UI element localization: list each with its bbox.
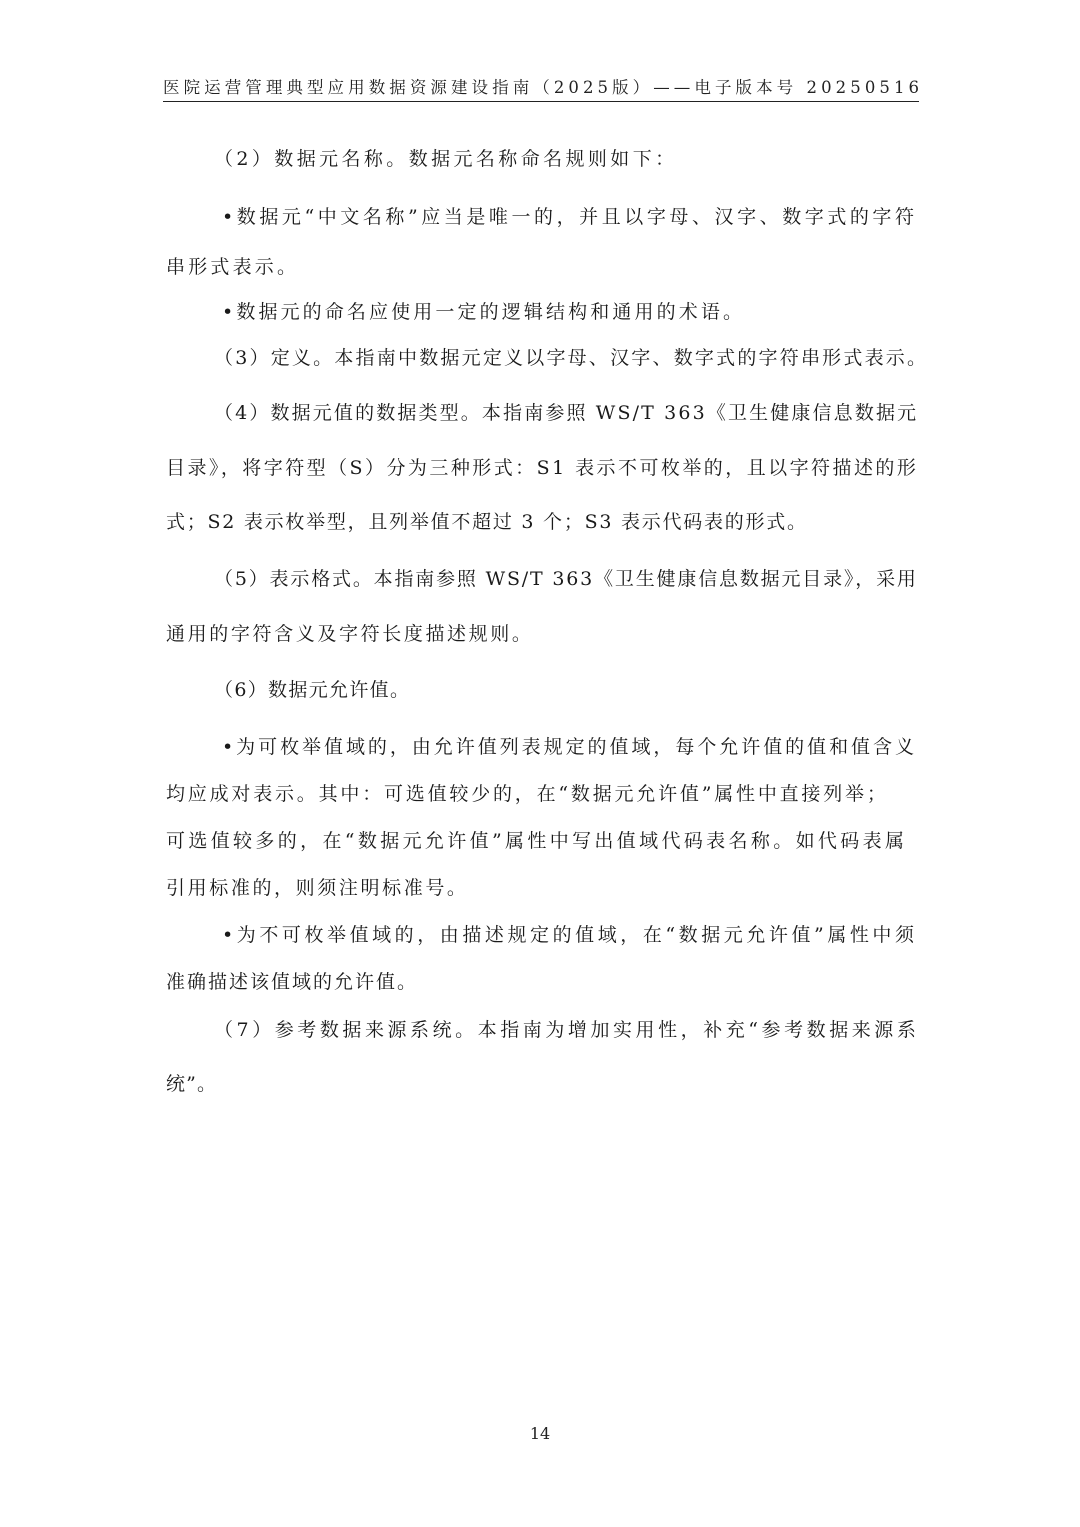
text-line: •为可枚举值域的，由允许值列表规定的值域，每个允许值的值和值含义 (222, 736, 917, 758)
text-line: 均应成对表示。其中：可选值较少的，在“数据元允许值”属性中直接列举； (166, 783, 889, 805)
text-line: •数据元的命名应使用一定的逻辑结构和通用的术语。 (222, 301, 746, 323)
text-line: 引用标准的，则须注明标准号。 (166, 877, 469, 899)
text-line: 统”。 (166, 1073, 218, 1095)
text-line: 串形式表示。 (166, 256, 300, 278)
text-line: 可选值较多的，在“数据元允许值”属性中写出值域代码表名称。如代码表属 (166, 830, 908, 852)
text-line: •数据元“中文名称”应当是唯一的，并且以字母、汉字、数字式的字符 (222, 206, 918, 228)
text-line: 通用的字符含义及字符长度描述规则。 (166, 623, 534, 645)
text-line: （7）参考数据来源系统。本指南为增加实用性，补充“参考数据来源系 (214, 1019, 920, 1041)
text-line: 准确描述该值域的允许值。 (166, 971, 419, 993)
text-line: 目录》，将字符型（S）分为三种形式：S1 表示不可枚举的，且以字符描述的形 (166, 457, 919, 479)
text-line: （5）表示格式。本指南参照 WS/T 363《卫生健康信息数据元目录》，采用 (214, 568, 918, 590)
text-line: 式；S2 表示枚举型，且列举值不超过 3 个；S3 表示代码表的形式。 (166, 511, 808, 533)
page-number: 14 (529, 1424, 551, 1443)
header-title: 医院运营管理典型应用数据资源建设指南（2025版）——电子版本号 20250516 (163, 78, 924, 97)
text-line: （6）数据元允许值。 (214, 679, 411, 701)
text-line: •为不可枚举值域的，由描述规定的值域，在“数据元允许值”属性中须 (222, 924, 918, 946)
text-line: （2）数据元名称。数据元名称命名规则如下： (214, 148, 678, 170)
text-line: （3）定义。本指南中数据元定义以字母、汉字、数字式的字符串形式表示。 (214, 347, 929, 369)
header-divider (163, 101, 919, 102)
text-line: （4）数据元值的数据类型。本指南参照 WS/T 363《卫生健康信息数据元 (214, 402, 919, 424)
